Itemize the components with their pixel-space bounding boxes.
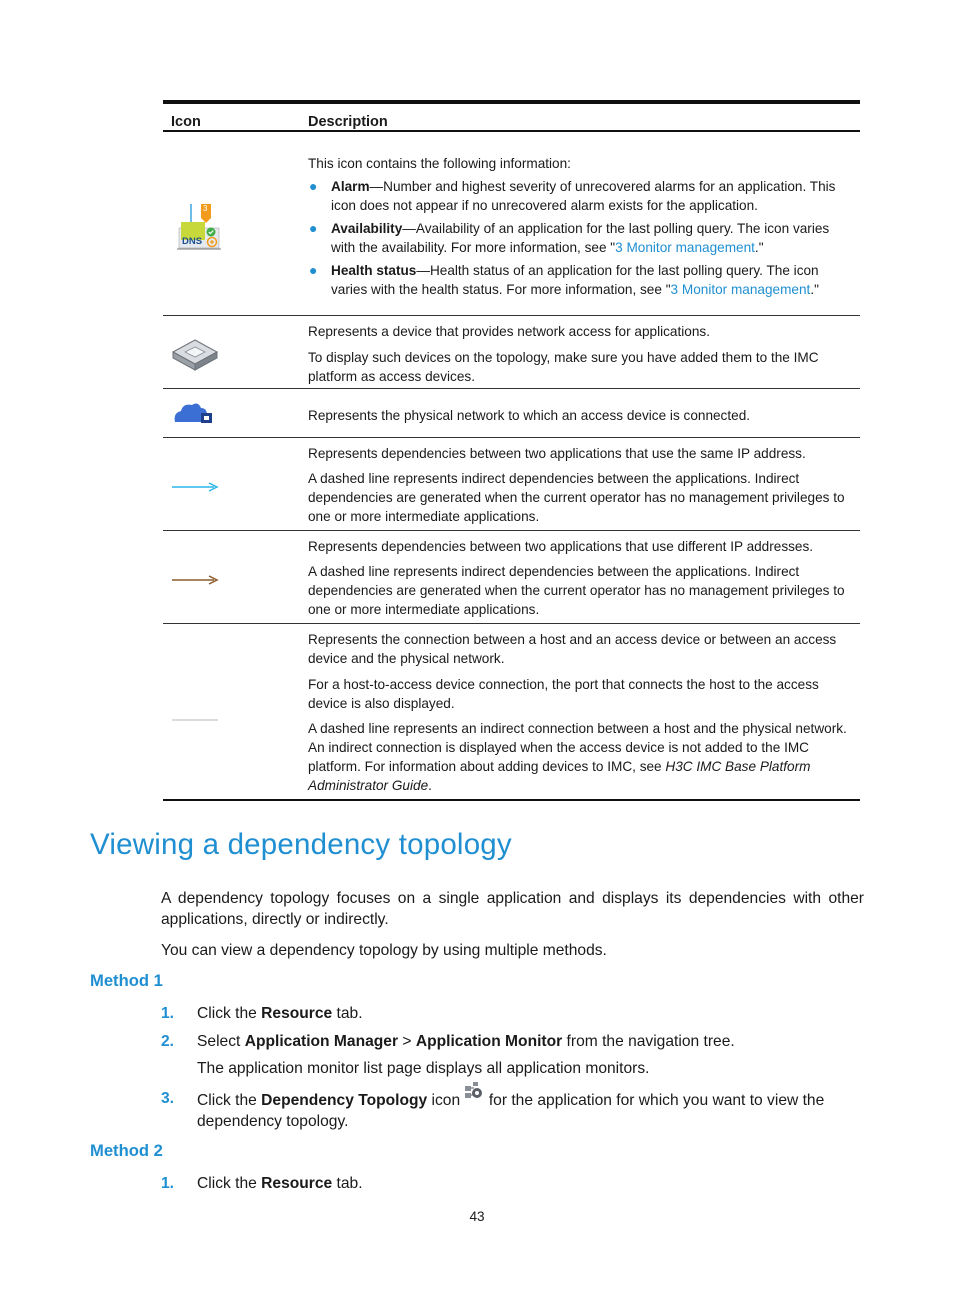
dns-badge-count: 3	[203, 204, 208, 213]
dns-label: DNS	[182, 236, 203, 247]
table-row	[163, 132, 860, 316]
monitor-management-link[interactable]: 3 Monitor management	[670, 282, 811, 297]
step-text: tab.	[332, 1175, 363, 1192]
method1-step3	[161, 1088, 841, 1132]
info-bullet-list	[308, 177, 856, 299]
step-number: 2.	[161, 1033, 175, 1050]
row-text: A dashed line represents indirect dependencies between the applications. Indirect dependencies are generated when the current operator has no management privileges to one or more intermediate applications.	[308, 471, 845, 524]
step-note: The application monitor list page displays all application monitors.	[197, 1060, 650, 1077]
row-text: Represents the connection between a host and an access device or between an access device and the physical network.	[308, 632, 837, 666]
list-item	[308, 219, 856, 257]
dependency-topology-label: Dependency Topology	[261, 1092, 428, 1109]
cloud-network-graphic	[163, 389, 303, 437]
method2-heading: Method 2	[90, 1141, 163, 1160]
icon-description-table	[163, 100, 860, 801]
row-text-tail: .	[428, 778, 432, 793]
resource-tab-label: Resource	[261, 1175, 333, 1192]
step-text: from the navigation tree.	[562, 1033, 735, 1050]
page-number: 43	[469, 1209, 485, 1224]
dns-app-icon	[163, 132, 303, 315]
dependency-topology-icon	[464, 1082, 484, 1100]
table-row	[163, 389, 860, 438]
blue-arrow-icon	[163, 438, 303, 530]
list-item	[308, 177, 856, 215]
guide-title: H3C IMC Base Platform Administrator Guide	[308, 759, 811, 793]
step-text: for the application for which you want to view the dependency topology.	[197, 1092, 825, 1130]
method1-heading: Method 1	[90, 971, 163, 990]
monitor-management-link[interactable]: 3 Monitor management	[615, 240, 755, 255]
bullet-icon: ●	[309, 178, 318, 194]
method1-step2	[161, 1031, 841, 1079]
step-text: tab.	[332, 1005, 363, 1022]
connection-line-graphic	[163, 624, 303, 799]
step-number: 3.	[161, 1090, 175, 1107]
table-row	[163, 531, 860, 624]
list-item	[308, 261, 856, 299]
cloud-network-icon	[163, 389, 303, 437]
step-text: Click the	[197, 1175, 262, 1192]
bullet-text: —Number and highest severity of unrecovered alarms for an application. This icon does not appear if no unrecovered alarm exists for the application.	[331, 179, 836, 213]
row-description	[308, 316, 860, 386]
access-device-icon	[163, 316, 303, 388]
row-description	[308, 531, 860, 619]
bullet-icon: ●	[309, 220, 318, 236]
row-text: Represents dependencies between two applications that use different IP addresses.	[308, 539, 814, 554]
method1-step1	[161, 1003, 841, 1024]
row-description	[308, 624, 860, 795]
dependency-topology-icon-graphic	[464, 1082, 484, 1100]
bullet-text: —Health status of an application for the last polling query. The icon varies with the health status. For more information, see "	[331, 263, 819, 297]
step-text: Select	[197, 1033, 245, 1050]
connection-line-icon	[163, 624, 303, 799]
step-number: 1.	[161, 1005, 175, 1022]
bullet-icon: ●	[309, 262, 318, 278]
step-text: >	[398, 1033, 416, 1050]
section-title: Viewing a dependency topology	[90, 828, 512, 861]
header-description: Description	[308, 114, 388, 130]
resource-tab-label: Resource	[261, 1005, 333, 1022]
access-device-graphic	[163, 316, 303, 388]
brown-arrow-icon	[163, 531, 303, 623]
dns-app-icon-graphic	[163, 132, 303, 315]
bullet-term: Alarm	[331, 179, 370, 194]
row-text: Represents a device that provides network access for applications.	[308, 324, 710, 339]
row-description	[308, 132, 860, 299]
row-text	[308, 719, 856, 795]
row-text: To display such devices on the topology, make sure you have added them to the IMC platform as access devices.	[308, 350, 819, 384]
step-text: Click the	[197, 1092, 262, 1109]
row-text-part: A dashed line represents an indirect connection between a host and the physical network. An indirect connection is displayed when the access device is not added to the IMC platform. For information about adding devices to IMC, see	[308, 721, 847, 774]
step-text: icon	[427, 1092, 465, 1109]
row-description	[308, 389, 860, 425]
bullet-term: Health status	[331, 263, 417, 278]
method2-step1	[161, 1173, 841, 1194]
header-icon: Icon	[171, 114, 201, 130]
bullet-tail: ."	[810, 282, 819, 297]
brown-arrow-graphic	[163, 531, 303, 623]
table-row	[163, 624, 860, 801]
table-row	[163, 316, 860, 389]
table-header	[163, 104, 860, 132]
row-text: A dashed line represents indirect dependencies between the applications. Indirect dependencies are generated when the current operator has no management privileges to one or more intermediate applications.	[308, 564, 845, 617]
section-intro: A dependency topology focuses on a single application and displays its dependencies with other applications, directly or indirectly.	[161, 890, 864, 928]
application-monitor-label: Application Monitor	[415, 1033, 563, 1050]
row-text: Represents the physical network to which an access device is connected.	[308, 408, 751, 423]
application-manager-label: Application Manager	[244, 1033, 399, 1050]
row-text: Represents dependencies between two applications that use the same IP address.	[308, 446, 806, 461]
step-number: 1.	[161, 1175, 175, 1192]
row-description	[308, 438, 860, 526]
bullet-text: —Availability of an application for the last polling query. The icon varies with the availability. For more information, see "	[331, 221, 830, 255]
section-intro-methods: You can view a dependency topology by using multiple methods.	[161, 942, 607, 959]
bullet-tail: ."	[754, 240, 764, 255]
blue-arrow-graphic	[163, 438, 303, 530]
step-text: Click the	[197, 1005, 262, 1022]
table-row	[163, 438, 860, 531]
row-intro: This icon contains the following information:	[308, 156, 571, 171]
bullet-term: Availability	[331, 221, 403, 236]
row-text: For a host-to-access device connection, the port that connects the host to the access device is also displayed.	[308, 677, 819, 711]
